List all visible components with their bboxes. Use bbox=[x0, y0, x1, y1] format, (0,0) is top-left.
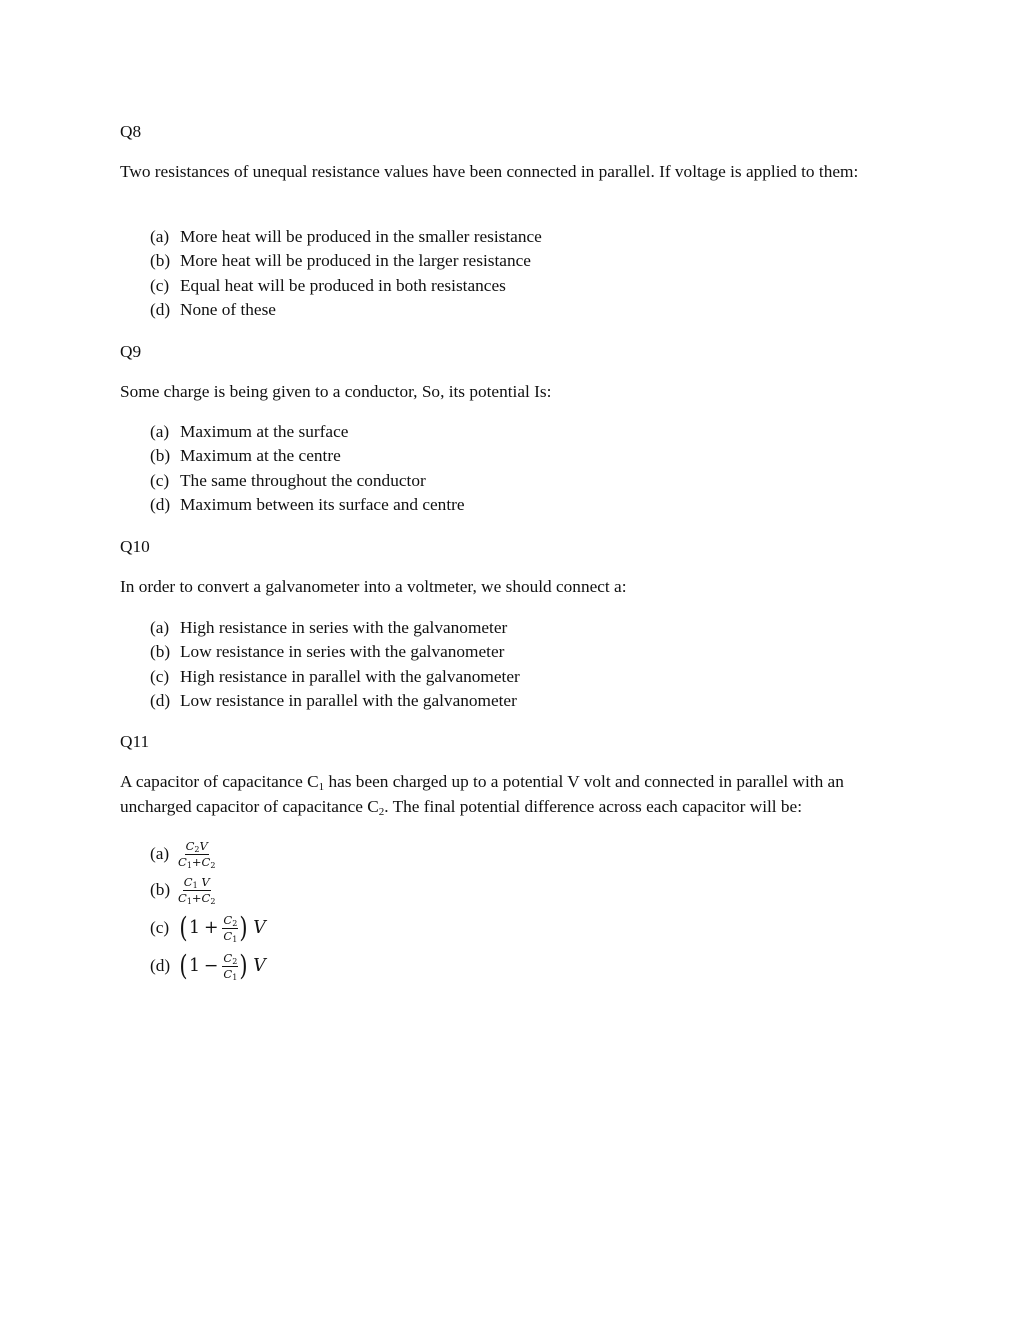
question-stem-q10: In order to convert a galvanometer into a voltmeter, we should connect a: bbox=[120, 577, 627, 596]
option-q10-d bbox=[150, 689, 520, 713]
options-list-q8 bbox=[150, 225, 542, 323]
option-label: (d) bbox=[150, 956, 171, 975]
formula-option-b bbox=[178, 876, 215, 905]
option-label: (a) bbox=[150, 618, 170, 637]
option-q8-b bbox=[150, 249, 542, 273]
options-list-q9 bbox=[150, 420, 465, 518]
option-text: The same throughout the conductor bbox=[180, 470, 426, 490]
option-q9-a bbox=[150, 420, 465, 444]
option-q9-b bbox=[150, 444, 465, 468]
option-label: (d) bbox=[150, 495, 171, 515]
option-label: (a) bbox=[150, 844, 170, 863]
option-label: (b) bbox=[150, 446, 171, 466]
option-text: Low resistance in series with the galvanometer bbox=[180, 642, 505, 662]
option-text: Low resistance in parallel with the galvanometer bbox=[180, 691, 517, 711]
question-stem-q8: Two resistances of unequal resistance values have been connected in parallel. If voltage is applied to them: bbox=[120, 162, 859, 181]
question-stem-q9: Some charge is being given to a conductor, So, its potential Is: bbox=[120, 382, 552, 401]
option-text: More heat will be produced in the larger resistance bbox=[180, 251, 531, 271]
stem-text: has been charged up to a potential V volt and connected in parallel with an uncharged capacitor of capacitance C bbox=[120, 772, 844, 816]
option-label: (c) bbox=[150, 918, 170, 937]
option-text: Equal heat will be produced in both resistances bbox=[180, 275, 506, 295]
stem-subscript: 1 bbox=[318, 781, 325, 793]
option-text: High resistance in parallel with the galvanometer bbox=[180, 666, 520, 686]
option-label: (c) bbox=[150, 666, 170, 686]
option-q9-c bbox=[150, 469, 465, 493]
fraction: $\frac{C_2}{C_1}$ bbox=[223, 950, 238, 982]
option-q11-c bbox=[150, 910, 266, 946]
option-label: (a) bbox=[150, 227, 170, 246]
option-q10-a bbox=[150, 616, 520, 640]
option-q8-d bbox=[150, 298, 542, 322]
stem-text: A capacitor of capacitance C bbox=[120, 772, 319, 791]
option-label: (b) bbox=[150, 251, 171, 271]
option-text: None of these bbox=[180, 300, 276, 320]
option-label: (b) bbox=[150, 642, 171, 662]
option-q11-b bbox=[150, 872, 215, 908]
question-label-q8: Q8 bbox=[120, 122, 142, 141]
question-stem-q11 bbox=[120, 770, 910, 819]
option-text: Maximum at the centre bbox=[180, 446, 341, 466]
option-label: (c) bbox=[150, 470, 170, 490]
formula-option-d: ( 1 − $\frac{C_2}{C_1}$ ) V bbox=[179, 949, 266, 982]
option-q8-a bbox=[150, 225, 542, 249]
option-label: (d) bbox=[150, 691, 171, 711]
stem-subscript: 2 bbox=[378, 805, 385, 818]
option-q11-d bbox=[150, 948, 266, 984]
option-q10-c bbox=[150, 665, 520, 689]
fraction: $\frac{C_2}{C_1}$ bbox=[223, 912, 238, 944]
option-label: (b) bbox=[150, 880, 171, 899]
option-label: (c) bbox=[150, 275, 170, 295]
options-list-q10 bbox=[150, 616, 520, 714]
stem-text: . The final potential difference across each capacitor will be: bbox=[384, 796, 803, 816]
option-text: Maximum between its surface and centre bbox=[180, 495, 465, 515]
fraction: $\frac{C_2V}{C_1+C_2}$ bbox=[178, 838, 216, 870]
option-label: (a) bbox=[150, 422, 170, 441]
question-label-q10: Q10 bbox=[120, 537, 150, 556]
option-text: More heat will be produced in the smaller resistance bbox=[180, 227, 542, 246]
option-q11-a bbox=[150, 836, 215, 872]
question-label-q11: Q11 bbox=[120, 732, 150, 751]
option-text: High resistance in series with the galvanometer bbox=[180, 618, 508, 637]
fraction: $\frac{C_1 V}{C_1+C_2}$ bbox=[178, 874, 216, 906]
question-label-q9: Q9 bbox=[120, 342, 142, 361]
option-text: Maximum at the surface bbox=[180, 422, 349, 441]
option-q9-d bbox=[150, 493, 465, 517]
option-q8-c bbox=[150, 274, 542, 298]
formula-option-a bbox=[178, 840, 215, 869]
formula-option-c: ( 1 + $\frac{C_2}{C_1}$ ) V bbox=[179, 911, 266, 944]
option-label: (d) bbox=[150, 300, 171, 320]
option-q10-b bbox=[150, 640, 520, 664]
